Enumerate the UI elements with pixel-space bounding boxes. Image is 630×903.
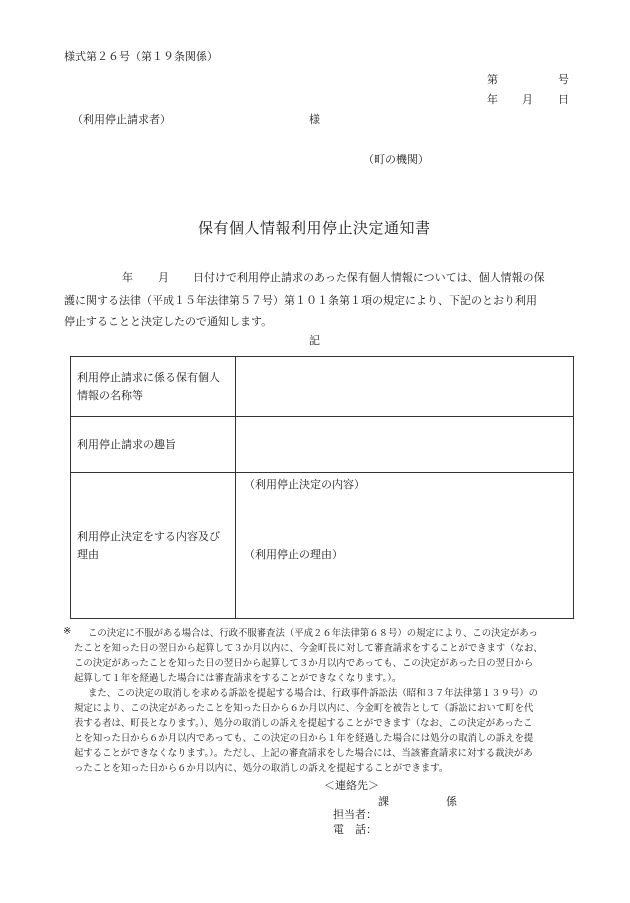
date-year: 年 <box>487 93 498 106</box>
decision-content-label: （利用停止決定の内容） <box>244 478 365 491</box>
table-row <box>71 357 574 417</box>
body-line-1: 日付けで利用停止請求のあった保有個人情報については、個人情報の保 <box>193 271 545 284</box>
contact-heading: ＜連絡先＞ <box>324 779 379 792</box>
contact-tantou: 担当者： <box>333 808 377 821</box>
decision-reason-label: （利用停止の理由） <box>244 548 343 561</box>
note-line: また、この決定の取消しを求める訴訟を提起する場合は、行政事件訴訟法（昭和３７年法律第１３９号）の <box>88 688 539 699</box>
note-line: 起することができなくなります。）。ただし、上記の審査請求をした場合には、当該審査請求に対する裁決があ <box>74 748 533 759</box>
doc-number-go: 号 <box>558 73 569 86</box>
note-line: とを知った日から６か月以内であっても、この決定の日から１年を経過した場合には処分の取消しの訴えを提 <box>74 733 534 744</box>
note-line: この決定に不服がある場合は、行政不服審査法（平成２６年法律第６８号）の規定により、この決定があっ <box>88 628 538 639</box>
note-line: 表する者は、町長となります。）、処分の取消しの訴えを提起することができます（なお、この決定があったこ <box>74 718 533 729</box>
row-value-info-name <box>236 357 574 417</box>
row-label-decision: 利用停止決定をする内容及び 理由 <box>71 473 236 619</box>
contact-phone: 電 話： <box>333 823 377 836</box>
row-label-info-name: 利用停止請求に係る保有個人 情報の名称等 <box>71 357 236 417</box>
date-month: 月 <box>522 93 533 106</box>
row-value-purpose <box>236 417 574 473</box>
note-line: 起算して１年を経過した場合には審査請求をすることができなくなります。）。 <box>74 673 402 684</box>
row-label-purpose: 利用停止請求の趣旨 <box>71 417 236 473</box>
ki-heading: 記 <box>309 334 320 347</box>
note-mark: ※ <box>63 626 72 637</box>
date-day: 日 <box>558 93 569 106</box>
note-line: たことを知った日の翌日から起算して３か月以内に、今金町長に対して審査請求をすることができます（なお、 <box>74 643 543 654</box>
sender-label: （町の機関） <box>363 153 429 166</box>
body-year: 年 <box>122 271 133 284</box>
body-line-3: 停止することと決定したので通知します。 <box>64 315 273 328</box>
contact-kakari: 係 <box>446 795 457 808</box>
contact-ka: 課 <box>378 795 389 808</box>
note-line: 規定により、この決定があったことを知った日から６か月以内に、今金町を被告として（訴訟において町を代 <box>74 703 534 714</box>
body-line-2: 護に関する法律（平成１５年法律第５７号）第１０１条第１項の規定により、下記のとおり利用 <box>64 294 537 307</box>
note-line: この決定があったことを知った日の翌日から起算して３か月以内であっても、この決定があった日の翌日から <box>74 658 534 669</box>
table-row <box>71 417 574 473</box>
note-line: ったことを知った日から６か月以内に、処分の取消しの訴えを提起することができます。 <box>74 763 449 774</box>
recipient-sama: 様 <box>309 113 320 126</box>
doc-number-dai: 第 <box>487 73 498 86</box>
body-month: 月 <box>158 271 169 284</box>
document-title: 保有個人情報利用停止決定通知書 <box>198 219 431 237</box>
recipient-label: （利用停止請求者） <box>72 113 171 126</box>
form-number: 様式第２６号（第１９条関係） <box>64 50 218 63</box>
